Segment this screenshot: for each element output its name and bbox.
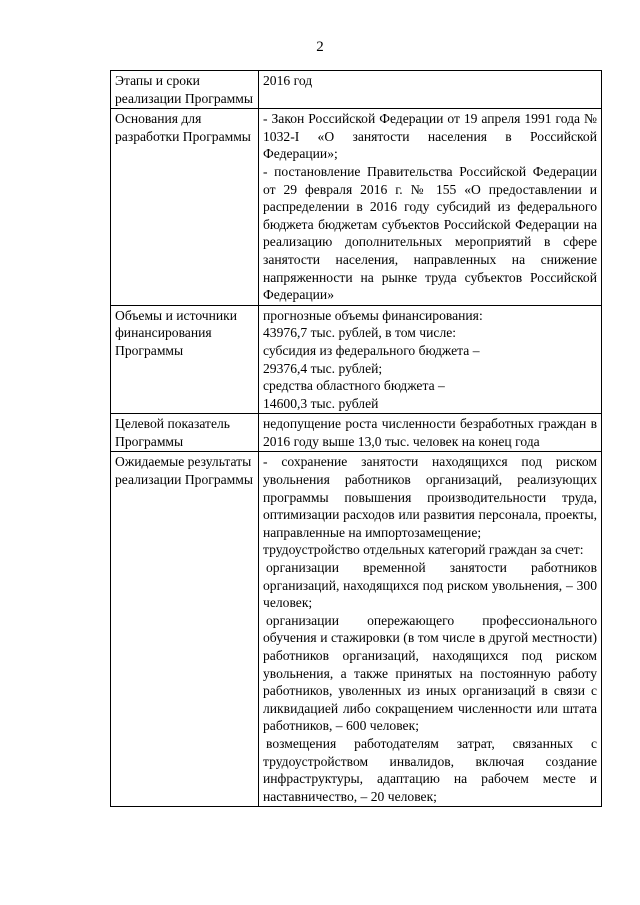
- table-row-stages: [111, 71, 602, 109]
- page-number: 2: [316, 39, 324, 55]
- row-label: Целевой показатель Программы: [111, 414, 259, 452]
- row-label: Основания для разработки Программы: [111, 109, 259, 306]
- value-paragraph: 29376,4 тыс. рублей;: [263, 360, 383, 376]
- value-paragraph: организации опережающего профессионального обучения и стажировки (в том числе в другой местности) работников организаций, находящихся под риском увольнения, а также принятых на постоянную работу работников, уволенных из иных организаций в связи с ликвидацией либо сокращением численности или штата работников, – 600 человек;: [263, 612, 597, 734]
- value-paragraph: субсидия из федерального бюджета –: [263, 342, 480, 358]
- row-label: Ожидаемые результаты реализации Программы: [111, 452, 259, 807]
- row-value: [259, 109, 602, 306]
- value-paragraph: 43976,7 тыс. рублей, в том числе:: [263, 325, 457, 341]
- row-label: Объемы и источники финансирования Программы: [111, 305, 259, 414]
- table-row-financing: [111, 305, 602, 414]
- row-value: [259, 305, 602, 414]
- row-value: [259, 414, 602, 452]
- value-paragraph: 2016 год: [263, 73, 313, 88]
- value-paragraph: прогнозные объемы финансирования:: [263, 307, 483, 323]
- value-paragraph: - сохранение занятости находящихся под риском увольнения работников организаций, реализующих программы повышения производительности труда, оптимизации расходов или развития персонала, проекты, направленные на импортозамещение;: [263, 454, 597, 540]
- table-row-target-indicator: [111, 414, 602, 452]
- table-row-grounds: [111, 109, 602, 306]
- value-paragraph: возмещения работодателям затрат, связанных с трудоустройством инвалидов, включая создание инфраструктуры, адаптацию на рабочем месте и наставничество, – 20 человек;: [263, 735, 597, 804]
- value-paragraph: организации временной занятости работников организаций, находящихся под риском увольнения, – 300 человек;: [263, 560, 597, 611]
- table-row-expected-results: [111, 452, 602, 807]
- value-paragraph: трудоустройство отдельных категорий граждан за счет:: [263, 542, 584, 558]
- value-paragraph: - постановление Правительства Российской Федерации от 29 февраля 2016 г. № 155 «О предоставлении и распределении в 2016 году субсидий из федерального бюджета бюджетам субъектов Российской Федерации на реализацию дополнительных мероприятий в сфере занятости населения, направленных на снижение напряженности на рынке труда субъектов Российской Федерации»: [263, 163, 597, 303]
- row-label: Этапы и сроки реализации Программы: [111, 71, 259, 109]
- row-value: [259, 71, 602, 109]
- value-paragraph: - Закон Российской Федерации от 19 апреля 1991 года № 1032-I «О занятости населения в Российской Федерации»;: [263, 111, 597, 162]
- value-paragraph: недопущение роста численности безработных граждан в 2016 году выше 13,0 тыс. человек на конец года: [263, 416, 597, 449]
- program-passport-table: [110, 70, 602, 807]
- value-paragraph: средства областного бюджета –: [263, 378, 445, 394]
- row-value: [259, 452, 602, 807]
- value-paragraph: 14600,3 тыс. рублей: [263, 395, 379, 411]
